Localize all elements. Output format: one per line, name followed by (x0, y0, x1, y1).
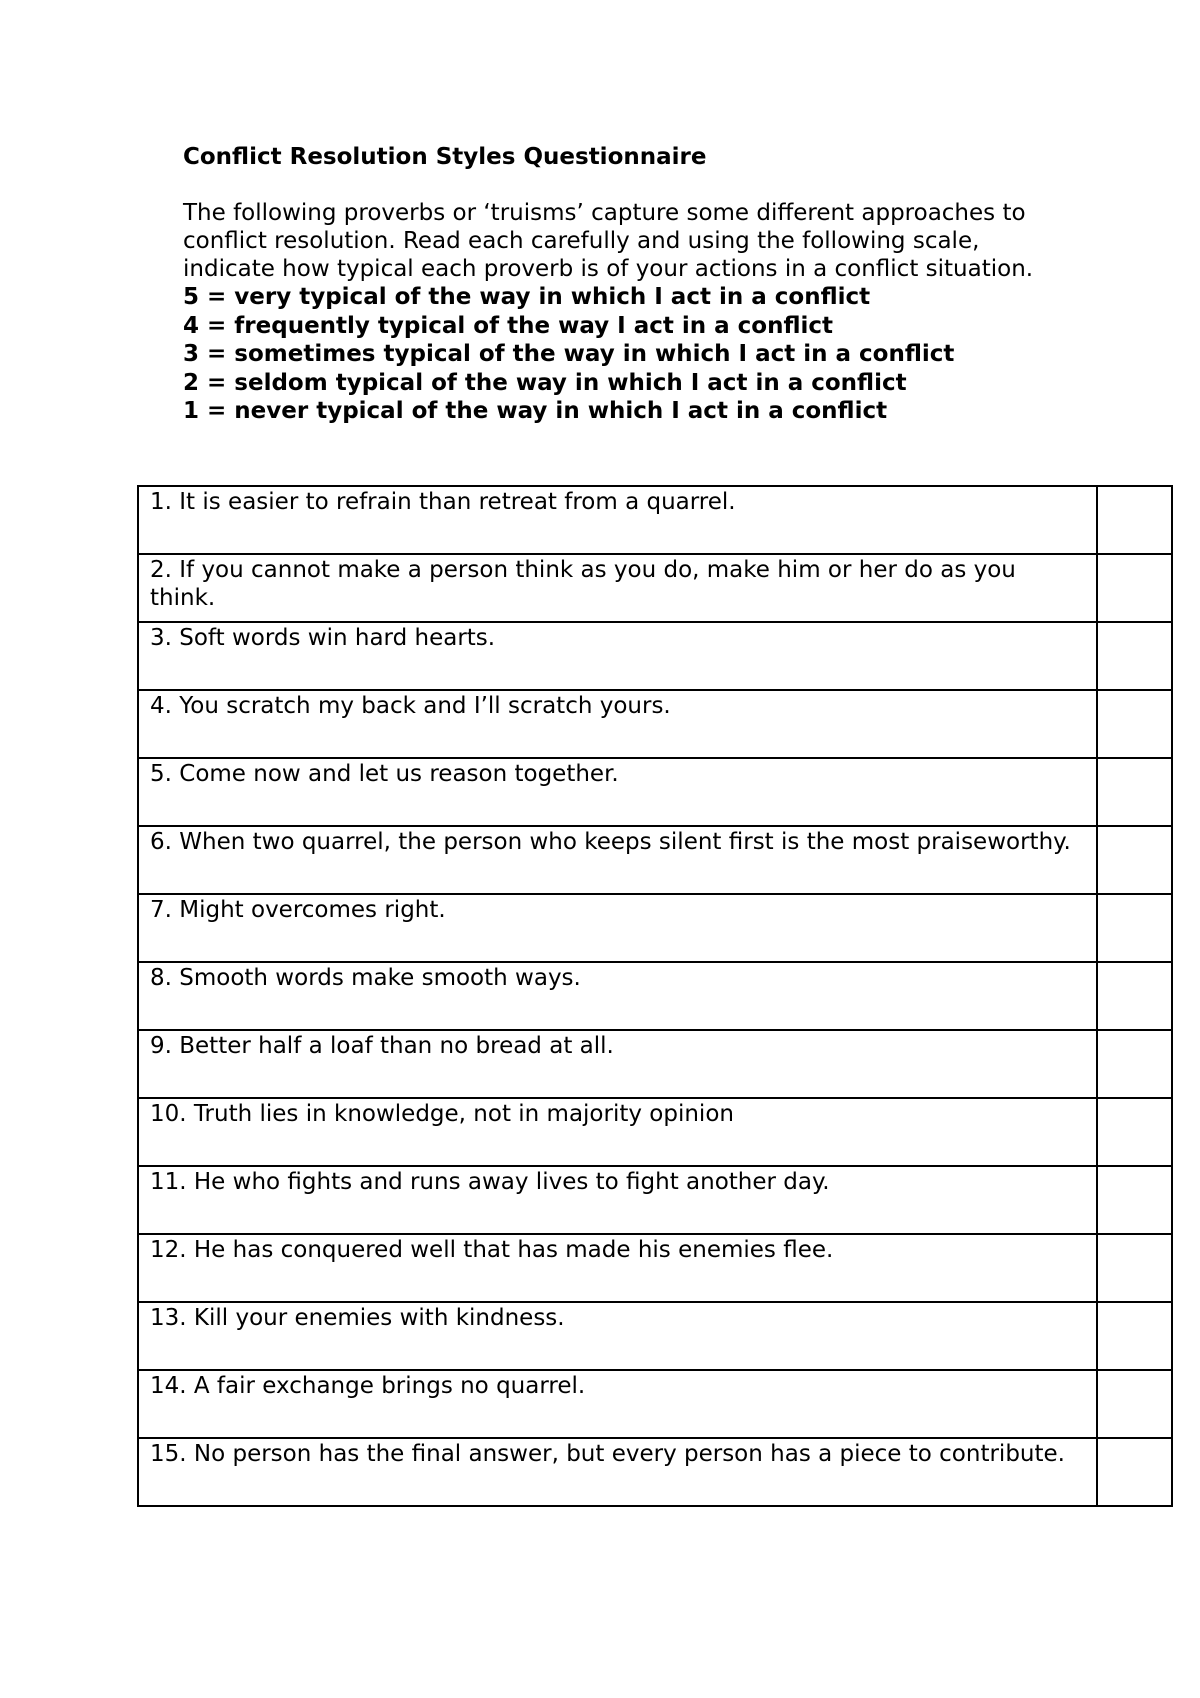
table-row (138, 894, 1172, 962)
answer-cell[interactable] (1097, 1098, 1172, 1166)
answer-cell[interactable] (1097, 962, 1172, 1030)
table-row (138, 826, 1172, 894)
answer-cell[interactable] (1097, 1030, 1172, 1098)
question-text: 9. Better half a loaf than no bread at all. (138, 1030, 1097, 1098)
scale-item-3: 3 = sometimes typical of the way in which I act in a conflict (183, 341, 955, 367)
table-row (138, 1438, 1172, 1506)
table-row (138, 758, 1172, 826)
table-row (138, 1370, 1172, 1438)
answer-cell[interactable] (1097, 758, 1172, 826)
question-text: 6. When two quarrel, the person who keeps silent first is the most praiseworthy. (138, 826, 1097, 894)
answer-cell[interactable] (1097, 622, 1172, 690)
scale-item-4: 4 = frequently typical of the way I act in a conflict (183, 312, 834, 339)
question-text: 11. He who fights and runs away lives to fight another day. (138, 1166, 1097, 1234)
answer-cell[interactable] (1097, 486, 1172, 554)
question-text: 2. If you cannot make a person think as you do, make him or her do as you think. (138, 554, 1097, 622)
table-row (138, 1098, 1172, 1166)
answer-cell[interactable] (1097, 1370, 1172, 1438)
rating-scale (183, 283, 1063, 426)
answer-cell[interactable] (1097, 1438, 1172, 1506)
table-row (138, 690, 1172, 758)
question-text: 15. No person has the final answer, but every person has a piece to contribute. (138, 1438, 1097, 1506)
questionnaire-table (137, 485, 1173, 1507)
answer-cell[interactable] (1097, 1234, 1172, 1302)
question-text: 14. A fair exchange brings no quarrel. (138, 1370, 1097, 1438)
question-text: 10. Truth lies in knowledge, not in majority opinion (138, 1098, 1097, 1166)
table-row (138, 1166, 1172, 1234)
question-text: 4. You scratch my back and I’ll scratch yours. (138, 690, 1097, 758)
table-row (138, 1302, 1172, 1370)
answer-cell[interactable] (1097, 690, 1172, 758)
scale-item-2: 2 = seldom typical of the way in which I act in a conflict (183, 369, 907, 396)
question-text: 8. Smooth words make smooth ways. (138, 962, 1097, 1030)
answer-cell[interactable] (1097, 1302, 1172, 1370)
table-row (138, 554, 1172, 622)
question-text: 13. Kill your enemies with kindness. (138, 1302, 1097, 1370)
table-row (138, 486, 1172, 554)
answer-cell[interactable] (1097, 894, 1172, 962)
scale-item-5: 5 = very typical of the way in which I act in a conflict (183, 284, 871, 310)
question-text: 5. Come now and let us reason together. (138, 758, 1097, 826)
table-row (138, 1030, 1172, 1098)
question-text: 7. Might overcomes right. (138, 894, 1097, 962)
question-text: 3. Soft words win hard hearts. (138, 622, 1097, 690)
table-row (138, 622, 1172, 690)
table-row (138, 962, 1172, 1030)
answer-cell[interactable] (1097, 1166, 1172, 1234)
table-row (138, 1234, 1172, 1302)
intro-paragraph: The following proverbs or ‘truisms’ capture some different approaches to conflict resolution. Read each carefully and using the following scale, indicate how typical each proverb is of your actions in a conflict situation. (183, 200, 1034, 282)
question-text: 1. It is easier to refrain than retreat from a quarrel. (138, 486, 1097, 554)
answer-cell[interactable] (1097, 554, 1172, 622)
document-header (183, 143, 1063, 426)
answer-cell[interactable] (1097, 826, 1172, 894)
questionnaire-table-container (137, 485, 1150, 1507)
document-title: Conflict Resolution Styles Questionnaire (183, 144, 707, 170)
question-text: 12. He has conquered well that has made his enemies flee. (138, 1234, 1097, 1302)
scale-item-1: 1 = never typical of the way in which I act in a conflict (183, 398, 888, 424)
